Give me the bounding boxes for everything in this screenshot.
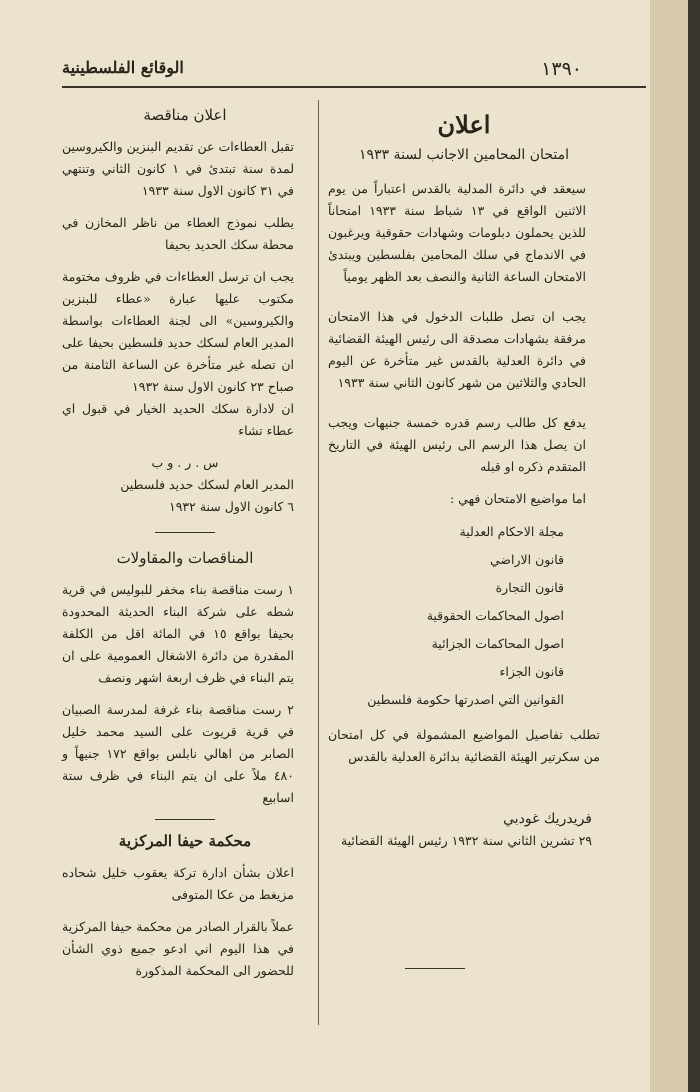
header-rule — [62, 86, 646, 88]
subject-item: اصول المحاكمات الحقوقية — [426, 608, 564, 623]
court-paragraph-2: عملاً بالقرار الصادر من محكمة حيفا المركزية في هذا اليوم اني ادعو جميع ذوي الشأن للحضور الى المحكمة المذكورة — [62, 919, 294, 978]
contracts-title: المناقصات والمقاولات — [116, 549, 254, 567]
tender-title: اعلان مناقصة — [143, 106, 227, 124]
right-column — [328, 100, 600, 852]
subjects-list — [328, 518, 600, 714]
tender-signatory: المدير العام لسكك حديد فلسطين — [120, 477, 294, 492]
signatory-name: فريدريك غودبي — [503, 811, 592, 827]
tender-paragraph-3: يجب ان ترسل العطاءات في ظروف مختومة مكتوب عليها عبارة «عطاء للبنزين والكيروسين» الى لجنة العطاءات بواسطة المدير العام لسكك حديد فلسطين بحيفا على ان تصله غير متأخرة عن الساعة الثامنة من صباح ٢٣ كانون الاول سنة ١٩٣٢ — [62, 269, 294, 394]
end-rule — [405, 968, 465, 969]
tender-paragraph-4: ان لادارة سكك الحديد الخيار في قبول اي عطاء تشاء — [62, 401, 294, 438]
subjects-intro: اما مواضيع الامتحان فهي : — [449, 491, 586, 506]
court-paragraph-1: اعلان بشأن ادارة تركة يعقوب خليل شحاده مزيغط من عكا المتوفى — [62, 865, 294, 902]
tender-date: ٦ كانون الاول سنة ١٩٣٢ — [168, 499, 294, 514]
contract-item-2: ٢ رست مناقصة بناء غرفة لمدرسة الصبيان في قرية قريوت على السيد محمد خليل الصابر من اهالي نابلس بواقع ١٧٢ جنيهاً و ٤٨٠ ملاً على ان يتم البناء في ظرف ستة اسابيع — [62, 702, 294, 805]
tender-paragraph-1: تقبل العطاءات عن تقديم البنزين والكيروسين لمدة سنة تبتدئ في ١ كانون الثاني وتنتهي في ٣١ كانون الاول سنة ١٩٣٣ — [62, 139, 295, 198]
book-spine-shadow — [688, 0, 700, 1092]
section-rule — [155, 532, 215, 533]
journal-title: الوقائع الفلسطينية — [62, 58, 184, 77]
exam-subtitle: امتحان المحامين الاجانب لسنة ١٩٣٣ — [359, 147, 569, 163]
tender-initials: س . ر . و ب — [151, 455, 219, 470]
exam-paragraph-1: سيعقد في دائرة المدلية بالقدس اعتباراً من يوم الاثنين الواقع في ١٣ شباط سنة ١٩٣٣ امتحاناً للذين يحملون دبلومات وشهادات حقوقية ويرغبون في الاندماج في سلك المحامين بفلسطين ويبتدئ الامتحان الساعة الثانية والنصف بعد الظهر يومياً — [328, 181, 586, 284]
subject-item: القوانين التي اصدرتها حكومة فلسطين — [367, 692, 564, 707]
subject-item: قانون الاراضي — [489, 552, 564, 567]
subject-item: قانون الجزاء — [499, 664, 564, 679]
exam-paragraph-2: يجب ان تصل طلبات الدخول في هذا الامتحان مرفقة بشهادات مصدقة الى رئيس الهيئة القضائية في دائرة العدلية بالقدس غير متأخرة عن اليوم الحادي والثلاثين من شهر كانون الثاني سنة ١٩٣٣ — [328, 309, 586, 390]
court-title: محكمة حيفا المركزية — [118, 832, 252, 850]
announcement-title: اعلان — [437, 110, 491, 139]
exam-paragraph-3: يدفع كل طالب رسم قدره خمسة جنيهات ويجب ان يصل هذا الرسم الى رئيس الهيئة في التاريخ المتقدم ذكره او قبله — [328, 415, 586, 474]
subject-item: مجلة الاحكام العدلية — [459, 524, 564, 539]
page-number: ١٣٩٠ — [541, 58, 582, 80]
section-rule — [155, 819, 215, 820]
subject-item: اصول المحاكمات الجزائية — [431, 636, 564, 651]
exam-paragraph-4: تطلب تفاصيل المواضيع المشمولة في كل امتحان من سكرتير الهيئة القضائية بدائرة العدلية بالقدس — [328, 727, 600, 764]
page-header — [62, 52, 582, 82]
column-divider — [318, 100, 319, 1025]
tender-paragraph-2: يطلب نموذج العطاء من ناظر المخازن في محطة سكك الحديد بحيفا — [62, 215, 294, 252]
contract-item-1: ١ رست مناقصة بناء مخفر للبوليس في قرية شطه على شركة البناء الحديثة المحدودة بحيفا بواقع ١٥ في المائة اقل من الكلفة المقدرة من دائرة الاشغال العمومية على ان يتم البناء في ظرف اربعة اشهر ونصف — [62, 582, 294, 685]
signatory-date-title: ٢٩ تشرين الثاني سنة ١٩٣٢ رئيس الهيئة القضائية — [340, 833, 592, 848]
left-column — [62, 100, 308, 982]
subject-item: قانون التجارة — [495, 580, 564, 595]
